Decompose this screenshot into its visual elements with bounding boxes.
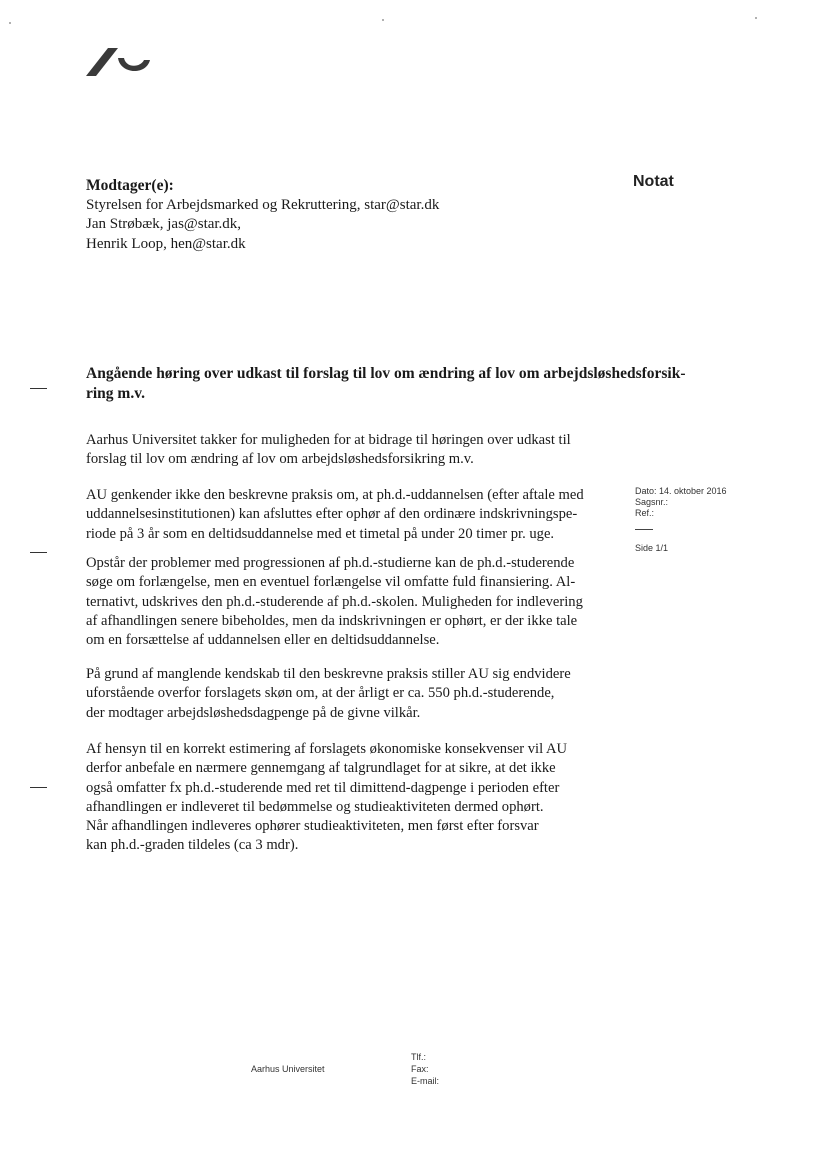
document-title bbox=[86, 364, 746, 403]
paragraph-4 bbox=[86, 665, 626, 723]
fold-mark bbox=[30, 388, 47, 389]
text-line: søge om forlængelse, men en eventuel forlængelse vil omfatte fuld finansiering. Al- bbox=[86, 574, 576, 591]
page-number: Side 1/1 bbox=[635, 543, 669, 553]
text-line: derfor anbefale en nærmere gennemgang af talgrundlaget for at sikre, at det ikke bbox=[86, 760, 556, 777]
text-line: Opstår der problemer med progressionen af ph.d.-studierne kan de ph.d.-studerende bbox=[86, 555, 575, 571]
recipient-line: Jan Strøbæk, jas@star.dk, bbox=[86, 216, 242, 232]
scan-speck bbox=[382, 19, 384, 21]
footer-fax-label: Fax: bbox=[411, 1064, 429, 1074]
footer-organization: Aarhus Universitet bbox=[251, 1064, 325, 1074]
text-line: også omfatter fx ph.d.-studerende med ret til dimittend-dagpenge i perioden efter bbox=[86, 779, 560, 796]
text-line: afhandlingen er indleveret til bedømmelse og studieaktiviteten dermed ophørt. bbox=[86, 798, 544, 815]
text-line: Når afhandlingen indleveres ophører studieaktiviteten, men først efter forsvar bbox=[86, 818, 539, 835]
paragraph-1 bbox=[86, 431, 626, 470]
recipients-heading: Modtager(e): bbox=[86, 177, 174, 194]
reference-field: Ref.: bbox=[635, 508, 655, 518]
text-line: Aarhus Universitet takker for muligheden for at bidrage til høringen over udkast til bbox=[86, 432, 571, 448]
text-line: ternativt, udskrives den ph.d.-studerende af ph.d.-skolen. Muligheden for indlevering bbox=[86, 593, 583, 610]
text-line: Af hensyn til en korrekt estimering af forslagets økonomiske konsekvenser vil AU bbox=[86, 741, 568, 757]
scan-speck bbox=[9, 22, 11, 24]
footer-email-label: E-mail: bbox=[411, 1076, 440, 1086]
text-line: om en forsættelse af uddannelsen eller en deltidsuddannelse. bbox=[86, 632, 440, 649]
document-type-label: Notat bbox=[633, 173, 674, 190]
recipients-block bbox=[86, 176, 439, 254]
text-line: På grund af manglende kendskab til den beskrevne praksis stiller AU sig endvidere bbox=[86, 666, 571, 682]
paragraph-5 bbox=[86, 740, 626, 856]
text-line: der modtager arbejdsløshedsdagpenge på de givne vilkår. bbox=[86, 704, 421, 721]
footer-phone-label: Tlf.: bbox=[411, 1052, 426, 1062]
text-line: forslag til lov om ændring af lov om arbejdsløshedsforsikring m.v. bbox=[86, 451, 474, 468]
text-line: AU genkender ikke den beskrevne praksis om, at ph.d.-uddannelsen (efter aftale med bbox=[86, 487, 584, 503]
case-number-field: Sagsnr.: bbox=[635, 497, 669, 507]
metadata-sidebar bbox=[635, 486, 727, 554]
title-line: ring m.v. bbox=[86, 384, 145, 402]
paragraph-3 bbox=[86, 554, 626, 650]
sidebar-divider bbox=[635, 529, 653, 530]
paragraph-2 bbox=[86, 486, 626, 544]
text-line: af afhandlingen senere bibeholdes, men da indskrivningen er ophørt, er der ikke tale bbox=[86, 612, 578, 629]
date-field: Dato: 14. oktober 2016 bbox=[635, 486, 727, 496]
fold-mark bbox=[30, 552, 47, 553]
au-logo-icon bbox=[84, 44, 154, 80]
text-line: uddannelsesinstitutionen) kan afsluttes efter ophør af den ordinære indskrivningspe- bbox=[86, 506, 578, 523]
recipient-line: Styrelsen for Arbejdsmarked og Rekruttering, star@star.dk bbox=[86, 196, 440, 213]
recipient-line: Henrik Loop, hen@star.dk bbox=[86, 235, 246, 252]
title-line: Angående høring over udkast til forslag til lov om ændring af lov om arbejdsløshedsforsik- bbox=[86, 365, 686, 382]
fold-mark bbox=[30, 787, 47, 788]
scan-speck bbox=[755, 17, 757, 19]
text-line: riode på 3 år som en deltidsuddannelse med et timetal på under 20 timer pr. uge. bbox=[86, 525, 555, 542]
text-line: uforstående overfor forslagets skøn om, at der årligt er ca. 550 ph.d.-studerende, bbox=[86, 685, 555, 702]
text-line: kan ph.d.-graden tildeles (ca 3 mdr). bbox=[86, 837, 299, 854]
footer-contact bbox=[411, 1051, 439, 1087]
